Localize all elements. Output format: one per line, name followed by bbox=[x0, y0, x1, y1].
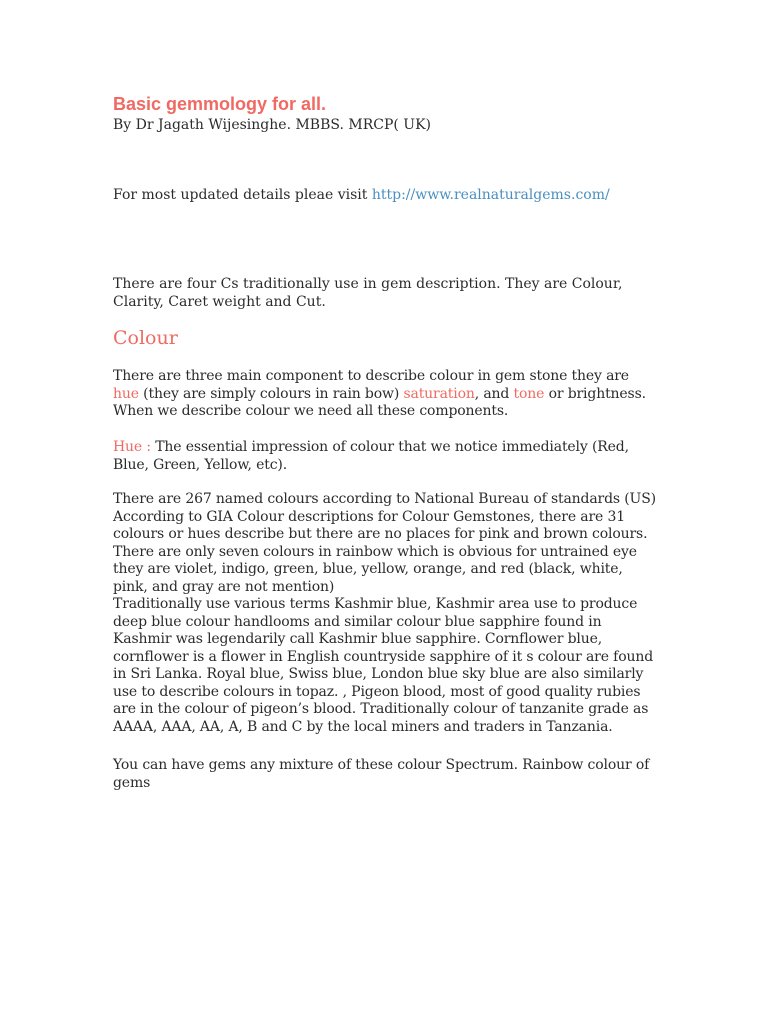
document-title: Basic gemmology for all. bbox=[113, 94, 327, 114]
term-hue: hue bbox=[113, 385, 139, 402]
gia-colours-line: According to GIA Colour descriptions for Colour Gemstones, there are 31 colours or hues describe but there are no places for pink and brown colours. bbox=[113, 508, 648, 542]
visit-line bbox=[113, 187, 610, 203]
term-saturation: saturation bbox=[403, 385, 475, 402]
website-link[interactable]: http://www.realnaturalgems.com/ bbox=[371, 187, 610, 203]
text-segment: , and bbox=[474, 385, 514, 402]
text-segment: (they are simply colours in rain bow) bbox=[138, 385, 404, 402]
colour-components-paragraph bbox=[113, 368, 658, 421]
section-heading-colour: Colour bbox=[113, 327, 178, 349]
text-segment: or brightness. When we describe colour we need all these components. bbox=[113, 385, 646, 419]
named-colours-paragraph bbox=[113, 491, 658, 736]
term-tone: tone bbox=[513, 385, 545, 402]
text-segment: There are three main component to describe colour in gem stone they are bbox=[113, 368, 629, 384]
hue-definition-text: The essential impression of colour that we notice immediately (Red, Blue, Green, Yellow, etc). bbox=[113, 439, 629, 473]
visit-text: For most updated details pleae visit bbox=[113, 187, 372, 203]
traditional-terms-line: Traditionally use various terms Kashmir blue, Kashmir area use to produce deep blue colour handlooms and similar colour blue sapphire found in Kashmir was legendarily call Kashmir blue sapphire. Cornflower blue, cornflower is a flower in English countryside sapphire of it s colour are found in Sri Lanka. Royal blue, Swiss blue, London blue sky blue are also similarly use to describe colours in topaz. , Pigeon blood, most of good quality rubies are in the colour of pigeon’s blood. Traditionally colour of tanzanite grade as AAAA, AAA, AA, A, B and C by the local miners and traders in Tanzania. bbox=[113, 596, 654, 735]
named-colours-line: There are 267 named colours according to National Bureau of standards (US) bbox=[113, 491, 656, 507]
author-byline: By Dr Jagath Wijesinghe. MBBS. MRCP( UK) bbox=[113, 117, 432, 133]
rainbow-colours-line: There are only seven colours in rainbow which is obvious for untrained eye they are violet, indigo, green, blue, yellow, orange, and red (black, white, pink, and gray are not mention) bbox=[113, 543, 637, 595]
hue-label: Hue : bbox=[113, 439, 151, 455]
spectrum-paragraph: You can have gems any mixture of these colour Spectrum. Rainbow colour of gems bbox=[113, 757, 650, 791]
hue-definition-paragraph bbox=[113, 439, 658, 474]
intro-paragraph: There are four Cs traditionally use in gem description. They are Colour, Clarity, Caret weight and Cut. bbox=[113, 276, 623, 310]
